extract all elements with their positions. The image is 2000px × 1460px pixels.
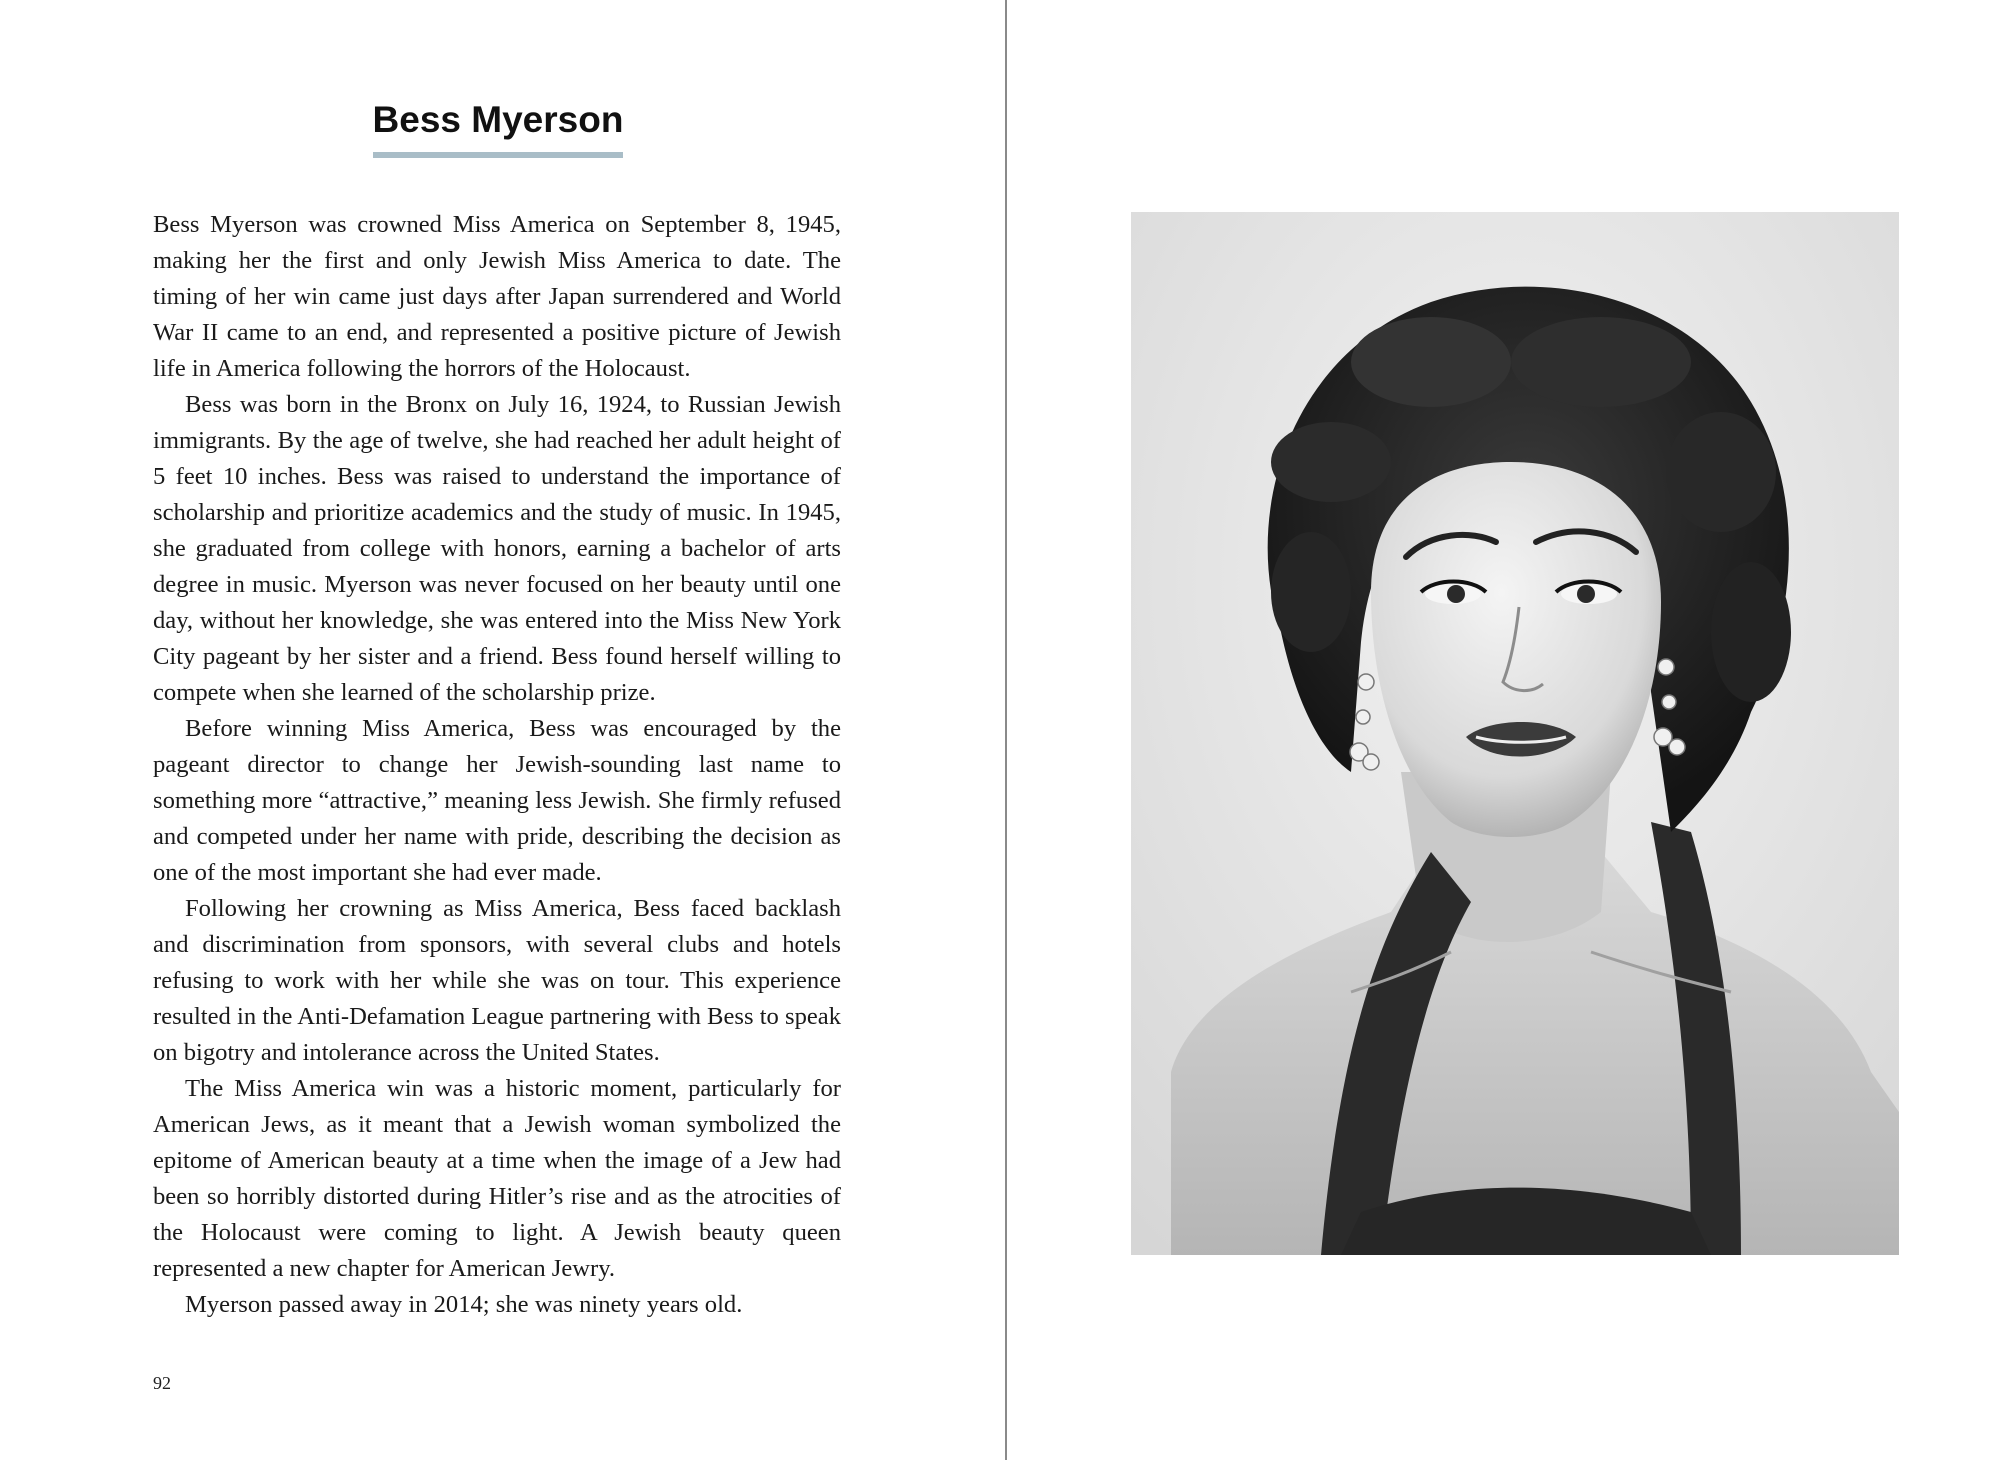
portrait-illustration (1131, 212, 1899, 1255)
paragraph-6: Myerson passed away in 2014; she was ninety years old. (185, 1291, 743, 1318)
paragraph-2: Bess was born in the Bronx on July 16, 1924, to Russian Jewish immigrants. By the age of twelve, she had reached her adult height of 5 feet 10 inches. Bess was raised to understand the importance of scholarship and prioritize academics and the study of music. In 1945, she graduated from college with honors, earning a bachelor of arts degree in music. Myerson was never focused on her beauty until one day, without her knowledge, she was entered into the Miss New York City pageant by her sister and a friend. Bess found herself willing to compete when she learned of the scholarship prize. (153, 391, 841, 706)
paragraph-1: Bess Myerson was crowned Miss America on September 8, 1945, making her the first and only Jewish Miss America to date. The timing of her win came just days after Japan surrendered and World War II came to an end, and represented a positive picture of Jewish life in America following the horrors of the Holocaust. (153, 211, 841, 382)
title-block (0, 96, 996, 158)
page-number: 92 (153, 1373, 171, 1393)
paragraph-5: The Miss America win was a historic moment, particularly for American Jews, as it meant that a Jewish woman symbolized the epitome of American beauty at a time when the image of a Jew had been so horribly distorted during Hitler’s rise and as the atrocities of the Holocaust were coming to light. A Jewish beauty queen represented a new chapter for American Jewry. (153, 1075, 841, 1282)
portrait-photo (1131, 212, 1899, 1255)
paragraph-3: Before winning Miss America, Bess was encouraged by the pageant director to change her Jewish-sounding last name to something more “attractive,” meaning less Jewish. She firmly refused and competed under her name with pride, describing the decision as one of the most important she had ever made. (153, 715, 841, 886)
page-title: Bess Myerson (373, 96, 624, 158)
right-page (1007, 0, 2000, 1460)
paragraph-4: Following her crowning as Miss America, Bess faced backlash and discrimination from sponsors, with several clubs and hotels refusing to work with her while she was on tour. This experience resulted in the Anti-Defamation League partnering with Bess to speak on bigotry and intolerance across the United States. (153, 895, 841, 1066)
article-body (153, 207, 841, 1323)
